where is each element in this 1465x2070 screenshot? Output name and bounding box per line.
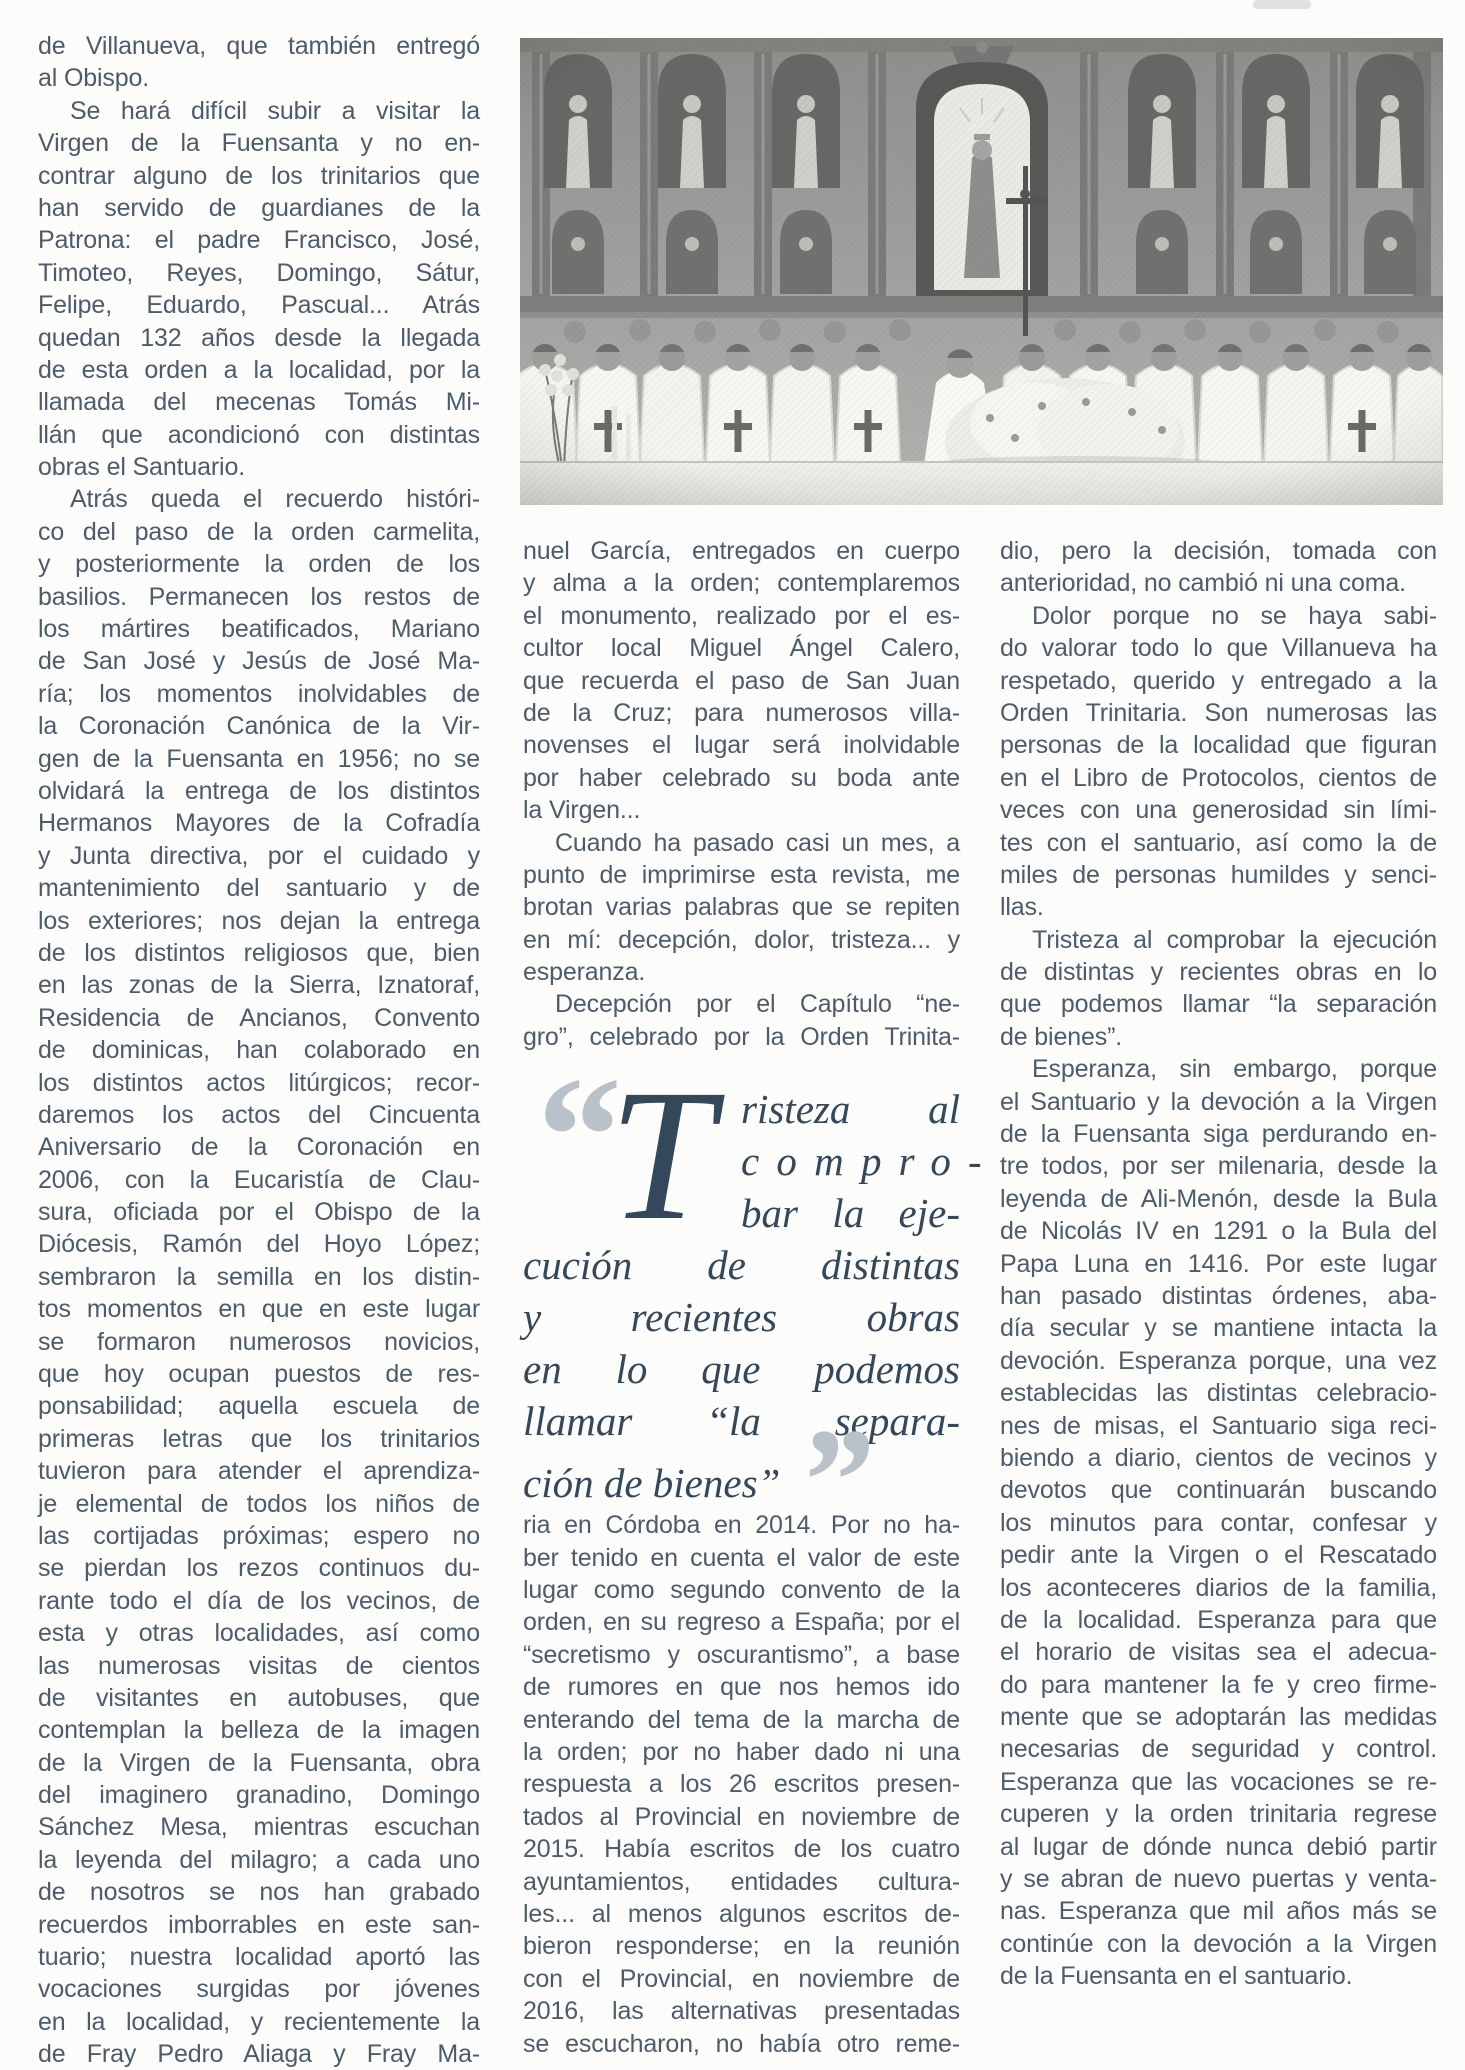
text-line: en mí: decepción, dolor, tristeza... y: [523, 925, 960, 954]
text-line: Diócesis, Ramón del Hoyo López;: [38, 1230, 480, 1259]
text-line: el Santuario y la devoción a la Virgen: [1000, 1087, 1437, 1116]
text-line: Aniversario de la Coronación en: [38, 1133, 480, 1162]
text-line: los minutos para contar, confesar y: [1000, 1508, 1437, 1537]
text-line: se escucharon, no había otro reme-: [523, 2029, 960, 2058]
text-line: ria en Córdoba en 2014. Por no ha-: [523, 1511, 960, 1540]
text-line: obras el Santuario.: [38, 453, 246, 482]
text-line: Se hará difícil subir a visitar la: [70, 96, 480, 125]
text-line: de distintas y recientes obras en lo: [1000, 958, 1437, 987]
text-line: las cortijadas próximas; espero no: [38, 1521, 480, 1550]
text-line: se pierdan los rezos continuos du-: [38, 1554, 480, 1583]
scan-artifact: [1253, 0, 1311, 9]
pull-quote-line: en lo que podemos: [523, 1346, 960, 1393]
text-line: Esperanza, sin embargo, porque: [1032, 1055, 1437, 1084]
paragraph: [38, 95, 480, 484]
text-line: pedir ante la Virgen o el Rescatado: [1000, 1541, 1437, 1570]
text-line: los aconteceres diarios de la familia,: [1000, 1573, 1437, 1602]
text-line: “secretismo y oscurantismo”, a base: [523, 1640, 960, 1669]
text-line: necesarias de seguridad y control.: [1000, 1735, 1437, 1764]
text-line: sura, oficiada por el Obispo de la: [38, 1198, 480, 1227]
text-column-3: [1000, 535, 1437, 1993]
text-line: tos momentos en que en este lugar: [38, 1295, 480, 1324]
photo-vignette: [520, 38, 1443, 505]
paragraph: [1000, 600, 1437, 924]
text-line: Sánchez Mesa, mientras escuchan: [38, 1813, 480, 1842]
text-line: nas. Esperanza que mil años más se: [1000, 1897, 1437, 1926]
text-line: novenses el lugar será inolvidable: [523, 731, 960, 760]
text-line: ría; los momentos inolvidables de: [38, 679, 480, 708]
text-line: de la Fuensanta en el santuario.: [1000, 1962, 1353, 1991]
text-line: sembraron la semilla en los distin-: [38, 1262, 480, 1291]
text-line: de la Fuensanta siga perdurando en-: [1000, 1120, 1437, 1149]
text-line: do para mantener la fe y creo firme-: [1000, 1670, 1437, 1699]
text-line: devotos que continuarán buscando: [1000, 1476, 1437, 1505]
text-line: tados al Provincial en noviembre de: [523, 1802, 960, 1831]
text-line: de esta orden a la localidad, por la: [38, 355, 480, 384]
text-line: llán que acondicionó con distintas: [38, 420, 480, 449]
text-line: olvidará la entrega de los distintos: [38, 776, 480, 805]
text-line: de bienes”.: [1000, 1022, 1123, 1051]
text-line: tre todos, por ser milenaria, desde la: [1000, 1152, 1437, 1181]
text-line: de la Virgen de la Fuensanta, obra: [38, 1748, 480, 1777]
text-line: Papa Luna en 1416. Por este lugar: [1000, 1249, 1437, 1278]
text-line: los distintos actos litúrgicos; recor-: [38, 1068, 480, 1097]
text-line: los exteriores; nos dejan la entrega: [38, 906, 480, 935]
text-line: continúe con la devoción a la Virgen: [1000, 1929, 1437, 1958]
text-line: Felipe, Eduardo, Pascual... Atrás: [38, 291, 480, 320]
paragraph: [523, 827, 960, 989]
altar-photo-graphic: [520, 38, 1443, 505]
text-line: han servido de guardianes de la: [38, 193, 480, 222]
text-line: que recuerda el paso de San Juan: [523, 666, 960, 695]
text-line: orden, en su regreso a España; por el: [523, 1608, 960, 1637]
text-line: y se abran de nuevo puertas y venta-: [1000, 1865, 1437, 1894]
text-line: rante todo el día de los vecinos, de: [38, 1586, 480, 1615]
text-line: al lugar de dónde nunca debió partir: [1000, 1832, 1437, 1861]
text-line: del imaginero granadino, Domingo: [38, 1781, 480, 1810]
text-line: primeras letras que los trinitarios: [38, 1424, 480, 1453]
text-line: basilios. Permanecen los restos de: [38, 582, 480, 611]
text-line: los mártires beatificados, Mariano: [38, 615, 480, 644]
text-line: las numerosas visitas de cientos: [38, 1651, 480, 1680]
pull-quote-line: risteza al: [741, 1086, 960, 1133]
text-line: Virgen de la Fuensanta y no en-: [38, 129, 480, 158]
text-line: tes con el santuario, así como la de: [1000, 828, 1437, 857]
text-line: Atrás queda el recuerdo históri-: [70, 485, 480, 514]
paragraph: [38, 30, 480, 95]
text-line: de San José y Jesús de José Ma-: [38, 647, 480, 676]
close-quote-mark-icon: ”: [796, 1398, 872, 1565]
text-line: en las zonas de la Sierra, Iznatoraf,: [38, 971, 480, 1000]
text-line: que podemos llamar “la separación: [1000, 990, 1437, 1019]
text-line: y alma a la orden; contemplaremos: [523, 569, 960, 598]
text-column-1: [38, 30, 480, 2070]
drop-cap: T: [609, 1050, 714, 1260]
text-line: devoción. Esperanza porque, una vez: [1000, 1346, 1437, 1375]
text-line: respuesta a los 26 escritos presen-: [523, 1770, 960, 1799]
text-line: de Fray Pedro Aliaga y Fray Ma-: [38, 2040, 480, 2069]
text-line: tuvieron para atender el aprendiza-: [38, 1457, 480, 1486]
text-line: 2016, las alternativas presentadas: [523, 1997, 960, 2026]
text-line: nuel García, entregados en cuerpo: [523, 537, 960, 565]
text-line: de la localidad. Esperanza para que: [1000, 1605, 1437, 1634]
text-line: biendo a diario, cientos de vecinos y: [1000, 1443, 1437, 1472]
text-line: Cuando ha pasado casi un mes, a: [555, 828, 960, 857]
altar-group-photo: [520, 38, 1443, 505]
paragraph: [1000, 1053, 1437, 1992]
text-line: punto de imprimirse esta revista, me: [523, 860, 960, 889]
text-line: cultor local Miguel Ángel Calero,: [523, 634, 960, 663]
text-line: co del paso de la orden carmelita,: [38, 517, 480, 546]
pull-quote-line: y recientes obras: [523, 1294, 960, 1341]
text-line: ayuntamientos, entidades cultura-: [523, 1867, 960, 1896]
text-line: leyenda de Ali-Menón, desde la Bula: [1000, 1184, 1437, 1213]
text-line: Patrona: el padre Francisco, José,: [38, 226, 480, 255]
text-line: daremos los actos del Cincuenta: [38, 1100, 480, 1129]
text-line: el monumento, realizado por el es-: [523, 601, 960, 630]
text-line: tuario; nuestra localidad aportó las: [38, 1943, 480, 1972]
text-line: gro”, celebrado por la Orden Trinita-: [523, 1022, 960, 1051]
text-line: con el Provincial, en noviembre de: [523, 1964, 960, 1993]
text-line: 2006, con la Eucaristía de Clau-: [38, 1165, 480, 1194]
text-line: veces con una generosidad sin lími-: [1000, 796, 1437, 825]
pull-quote-line: compro-: [741, 1138, 999, 1185]
text-line: miles de personas humildes y senci-: [1000, 860, 1437, 889]
text-line: esta y otras localidades, así como: [38, 1619, 480, 1648]
text-line: día secular y se mantiene intacta la: [1000, 1314, 1437, 1343]
text-line: se formaron numerosos novicios,: [38, 1327, 480, 1356]
text-line: han pasado distintas órdenes, aba-: [1000, 1281, 1437, 1310]
text-line: el horario de visitas sea el adecua-: [1000, 1638, 1437, 1667]
text-line: personas de la localidad que figuran: [1000, 731, 1437, 760]
text-line: de Nicolás IV en 1291 o la Bula del: [1000, 1217, 1437, 1246]
text-line: 2015. Había escritos de los cuatro: [523, 1835, 960, 1864]
text-line: Esperanza que las vocaciones se re-: [1000, 1767, 1437, 1796]
paragraph: [1000, 924, 1437, 1054]
text-line: contrar alguno de los trinitarios que: [38, 161, 480, 190]
text-line: y Junta directiva, por el cuidado y: [38, 841, 480, 870]
text-line: llamada del mecenas Tomás Mi-: [38, 388, 480, 417]
text-line: bieron responderse; en la reunión: [523, 1932, 960, 1961]
text-line: Residencia de Ancianos, Convento: [38, 1003, 480, 1032]
text-line: que hoy ocupan puestos de res-: [38, 1360, 480, 1389]
text-line: mente que se adoptarán las medidas: [1000, 1703, 1437, 1732]
text-line: lugar como segundo convento de la: [523, 1576, 960, 1605]
text-line: Hermanos Mayores de la Cofradía: [38, 809, 480, 838]
text-line: la orden; por no haber dado ni una: [523, 1737, 960, 1766]
text-line: do valorar todo lo que Villanueva ha: [1000, 634, 1437, 663]
text-line: establecidas las distintas celebracio-: [1000, 1379, 1437, 1408]
text-line: Orden Trinitaria. Son numerosas las: [1000, 698, 1437, 727]
text-line: Dolor porque no se haya sabi-: [1032, 601, 1437, 630]
text-line: en el Libro de Protocolos, cientos de: [1000, 763, 1437, 792]
text-line: llas.: [1000, 893, 1044, 922]
text-line: de visitantes en autobuses, que: [38, 1683, 480, 1712]
text-line: contemplan la belleza de la imagen: [38, 1716, 480, 1745]
text-line: de rumores en que nos hemos ido: [523, 1673, 960, 1702]
text-line: nes de misas, el Santuario siga reci-: [1000, 1411, 1437, 1440]
text-line: gen de la Fuensanta en 1956; no se: [38, 744, 480, 773]
paragraph: [523, 535, 960, 827]
paragraph: [1000, 535, 1437, 600]
text-line: esperanza.: [523, 958, 646, 987]
text-line: de dominicas, han colaborado en: [38, 1036, 480, 1065]
paragraph: [523, 1509, 960, 2060]
text-line: les... al menos algunos escritos de-: [523, 1899, 960, 1928]
text-line: respetado, querido y entregado a la: [1000, 666, 1437, 695]
text-line: por haber celebrado su boda ante: [523, 763, 960, 792]
text-line: de los distintos religiosos que, bien: [38, 938, 480, 967]
text-line: dio, pero la decisión, tomada con: [1000, 537, 1437, 565]
text-line: brotan varias palabras que se repiten: [523, 893, 960, 922]
text-line: la Coronación Canónica de la Vir-: [38, 712, 480, 741]
pull-quote-line: bar la eje-: [741, 1190, 960, 1237]
text-line: de Villanueva, que también entregó: [38, 32, 480, 60]
pull-quote-line: cución de distintas: [523, 1242, 960, 1289]
text-line: Tristeza al comprobar la ejecución: [1032, 925, 1437, 954]
text-line: de nosotros se nos han grabado: [38, 1878, 480, 1907]
text-line: cuperen y la orden trinitaria regrese: [1000, 1800, 1437, 1829]
text-line: y posteriormente la orden de los: [38, 550, 480, 579]
text-line: vocaciones surgidas por jóvenes: [38, 1975, 480, 2004]
text-line: ber tenido en cuenta el valor de este: [523, 1543, 960, 1572]
text-line: quedan 132 años desde la llegada: [38, 323, 480, 352]
open-quote-mark-icon: “: [537, 1042, 622, 1231]
text-line: en la localidad, y recientemente la: [38, 2007, 480, 2036]
text-line: de la Cruz; para numerosos villa-: [523, 698, 960, 727]
pull-quote-line: ción de bienes” ”: [523, 1398, 872, 1565]
text-line: ponsabilidad; aquella escuela de: [38, 1392, 480, 1421]
text-line: al Obispo.: [38, 64, 150, 93]
text-line: je elemental de todos los niños de: [38, 1489, 480, 1518]
text-line: anterioridad, no cambió ni una coma.: [1000, 569, 1406, 598]
paragraph: [38, 483, 480, 2070]
text-line: la leyenda del milagro; a cada uno: [38, 1845, 480, 1874]
text-line: recuerdos imborrables en este san-: [38, 1910, 480, 1939]
text-line: Decepción por el Capítulo “ne-: [555, 990, 960, 1019]
text-column-2: [523, 535, 999, 2060]
text-line: la Virgen...: [523, 796, 641, 825]
text-line: mantenimiento del santuario y de: [38, 874, 480, 903]
text-line: Timoteo, Reyes, Domingo, Sátur,: [38, 258, 480, 287]
text-line: enterando del tema de la marcha de: [523, 1705, 960, 1734]
pull-quote-line: llamar “la separa-: [523, 1398, 960, 1445]
